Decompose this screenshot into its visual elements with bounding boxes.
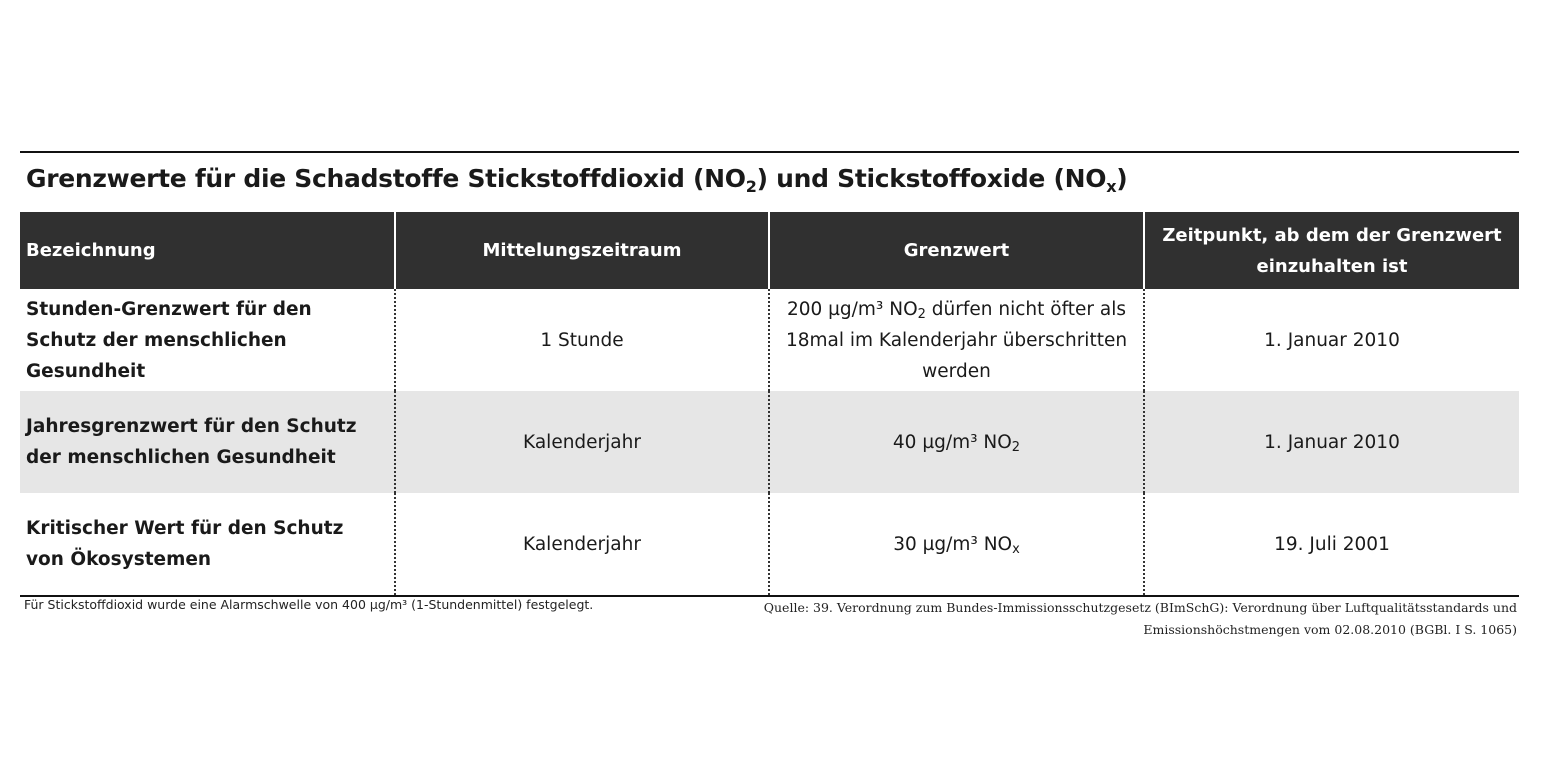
cell-grenzwert: 30 µg/m³ $NO_x$	[769, 493, 1144, 595]
cell-grenzwert: 200 µg/m³ $NO_2$ dürfen nicht öfter als 18mal im Kalenderjahr überschritten werden	[769, 289, 1144, 391]
header-grenzwert: Grenzwert	[769, 212, 1144, 289]
cell-bezeichnung: Kritischer Wert für den Schutz von Ökosystemen	[26, 518, 344, 570]
header-mittelungszeitraum: Mittelungszeitraum	[395, 212, 769, 289]
cell-grenzwert: 40 µg/m³ $NO_2$	[769, 391, 1144, 493]
cell-zeitraum: Kalenderjahr	[395, 391, 769, 493]
limit-values-table	[20, 212, 1519, 595]
table-header-row	[20, 212, 1519, 289]
source-note: Quelle: 39. Verordnung zum Bundes-Immissionsschutzgesetz (BImSchG): Verordnung über Luftqualitätsstandards und Emissionshöchstmengen vom 02.08.2010 (BGBl. I S. 1065)	[763, 600, 1517, 637]
cell-zeitpunkt: 1. Januar 2010	[1144, 289, 1519, 391]
header-zeitpunkt: Zeitpunkt, ab dem der Grenzwert einzuhalten ist	[1144, 212, 1519, 289]
cell-zeitraum: 1 Stunde	[395, 289, 769, 391]
table-row	[20, 289, 1519, 391]
cell-zeitraum: Kalenderjahr	[395, 493, 769, 595]
limit-values-table-figure	[20, 151, 1519, 597]
table-row	[20, 391, 1519, 493]
cell-bezeichnung: Stunden-Grenzwert für den Schutz der menschlichen Gesundheit	[26, 298, 312, 382]
cell-bezeichnung: Jahresgrenzwert für den Schutz der menschlichen Gesundheit	[20, 391, 395, 493]
table-row	[20, 493, 1519, 595]
cell-zeitpunkt: 1. Januar 2010	[1144, 391, 1519, 493]
cell-zeitpunkt: 19. Juli 2001	[1144, 493, 1519, 595]
table-title: Grenzwerte für die Schadstoffe Stickstoffdioxid $(NO_2)$ und Stickstoffoxide $(NO_x)$	[26, 164, 1128, 196]
footnote: Für Stickstoffdioxid wurde eine Alarmschwelle von 400 µg/m³ (1-Stundenmittel) festgelegt.	[24, 597, 594, 612]
header-bezeichnung: Bezeichnung	[20, 212, 395, 289]
